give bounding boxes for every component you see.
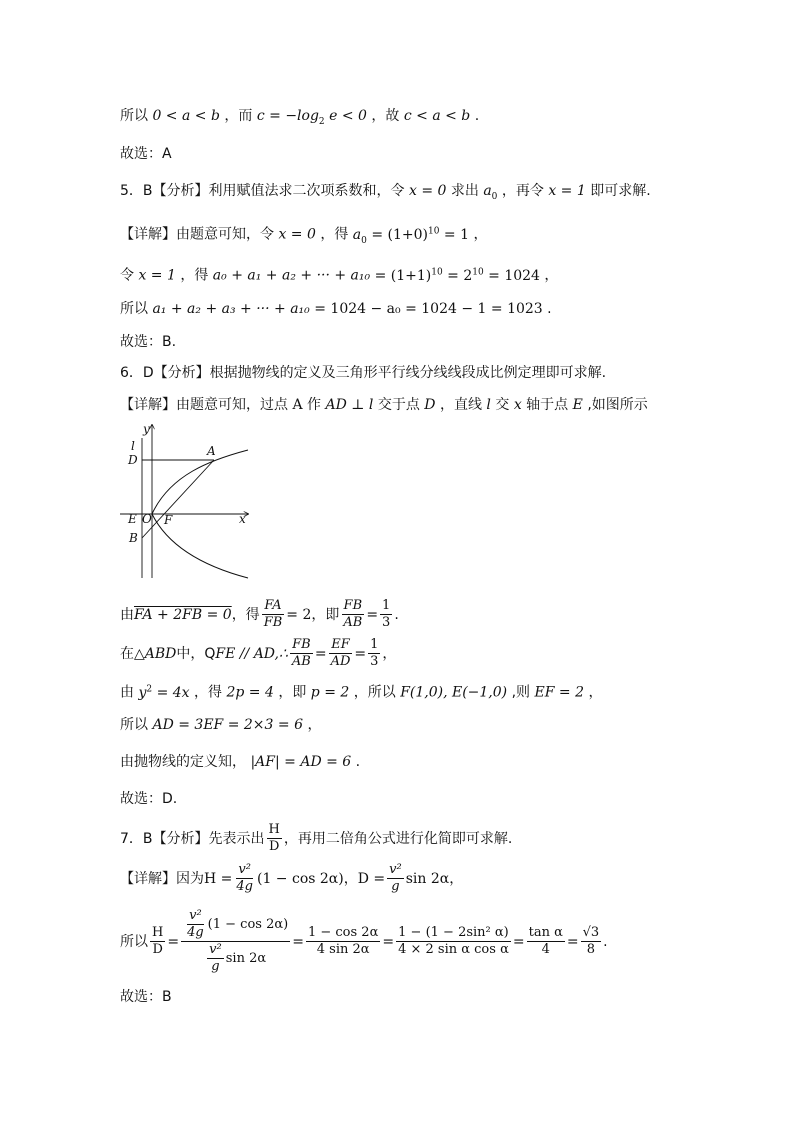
math-part: e < 0 [329,108,367,124]
text: . [474,108,480,124]
numerator: FB [292,637,311,652]
question-6-step-4 [120,715,321,735]
fraction [185,908,206,941]
label-d: D [128,453,138,467]
math-expr: x = 0 [278,226,316,243]
denominator: 4g [236,879,253,894]
math-part: = 2 [447,267,473,284]
text: ，再用二倍角公式进行化简即可求解. [283,830,513,847]
math-expr: △ABD [134,645,177,662]
fraction [341,598,364,631]
numerator: FA [264,598,282,613]
math-expr: = [512,933,525,950]
fraction [207,942,224,975]
fraction [234,862,255,895]
fraction [396,925,511,958]
denominator: 3 [382,615,391,630]
fraction [368,637,380,670]
question-6-analysis: 6．D【分析】根据抛物线的定义及三角形平行线分线线段成比例定理即可求解. [120,365,607,381]
fraction [329,637,353,670]
question-6-detail [120,395,648,415]
numerator: tan α [528,925,563,940]
text: ,如图所示 [587,397,648,413]
text: ，得 [194,684,222,701]
math-expr [483,183,498,202]
numerator: 1 − cos 2α [307,925,379,940]
answer-line: 故选：D. [120,791,178,807]
fraction [267,822,282,855]
text: 交于点 [377,397,420,413]
text: ，得 [320,226,349,243]
numerator: v² [209,942,222,957]
numerator: FB [343,598,363,613]
denominator: 3 [370,654,379,669]
label-o: O [142,512,152,526]
text: . [603,933,608,950]
text: ， [544,267,559,284]
math-expr: D = [357,870,386,887]
question-6-step-5 [120,752,360,772]
text: ，即 [278,684,307,701]
question-7-detail-2 [120,908,608,975]
text: . [547,301,552,317]
question-6-step-2 [120,637,396,670]
text: ， [588,684,603,701]
text: . [394,606,399,623]
denominator: 8 [586,942,596,957]
numerator: H [152,925,164,940]
text: 所以 [120,301,148,317]
fraction [306,925,380,958]
text: 在 [120,645,134,662]
math-expr: x = 0 [408,183,447,199]
math-part: y [138,684,147,701]
label-a: A [207,444,216,458]
math-expr: p = 2 [310,684,350,701]
text: 令 [120,267,134,284]
subscript: 0 [361,235,367,246]
question-6-step-3 [120,679,602,703]
math-part: = 4x [156,684,190,701]
question-7-analysis [120,822,512,855]
math-part: = (1+1) [374,267,432,284]
math-expr [138,685,189,701]
numerator: v² [238,862,251,877]
denominator: g [211,959,220,974]
subscript: 0 [491,191,498,202]
superscript: 10 [431,267,443,277]
text: 作 [307,397,322,413]
math-part: a [483,183,492,199]
text: 7．B【分析】先表示出 [120,830,265,847]
parabola-figure [120,420,260,585]
label-b: B [129,531,138,545]
superscript: 2 [146,684,153,694]
line-ab [142,460,214,538]
math-expr: = [366,606,379,623]
superscript: 10 [472,267,484,277]
numerator: H [268,822,280,837]
math-part: a [352,226,362,243]
math-expr: = [354,645,367,662]
math-part: (1 − cos 2α) [207,916,289,932]
text: 求出 [450,183,479,199]
denominator: 4 sin 2α [316,942,370,957]
math-expr: E [572,397,583,413]
text: . [355,754,361,770]
denominator: D [268,839,280,854]
text: 【详解】因为 [120,870,204,887]
math-expr: H = [204,870,233,887]
math-expr: AD = 3EF = 2×3 = 6 [152,717,303,733]
math-part: sin 2α [225,950,267,966]
denominator: FB [263,615,283,630]
text: ， [473,226,488,243]
denominator: AB [343,615,363,630]
math-expr [375,268,540,284]
text: 所以 [120,933,148,950]
answer-line: 故选：B. [120,334,177,350]
math-part: = (1+0) [371,226,428,243]
numerator: EF [331,637,350,652]
math-part: = 1024 [488,267,540,284]
math-expr: FA + 2FB = 0 [134,606,232,623]
math-expr: F(1,0), E(−1,0) [400,684,508,701]
text: ，所以 [353,684,396,701]
text: 所以 [120,108,148,124]
text: ，即 [311,606,340,623]
math-expr: x [513,397,522,413]
numerator: √3 [582,925,600,940]
text: 所以 [120,717,148,733]
text: ，得 [231,606,260,623]
numerator: 1 [370,637,379,652]
math-expr: a₁ + a₂ + a₃ + ··· + a₁₀ [152,301,310,317]
text: 轴于点 [526,397,569,413]
question-5-detail-3 [120,299,552,319]
text: 即可求解. [590,183,651,199]
text: ，而 [224,108,253,124]
numerator: v² [389,862,402,877]
fraction [387,862,404,895]
math-expr: = [292,933,304,950]
text: 【详解】由题意可知，令 [120,226,274,243]
answer-line: 故选：A [120,146,172,162]
question-5-detail-2 [120,262,558,286]
numerator: v² [189,908,202,923]
math-expr: A [292,397,303,413]
fraction [290,637,313,670]
math-expr: D [424,397,436,413]
superscript: 10 [428,226,440,236]
math-part: c = −log [256,108,319,124]
math-expr: 0 < a < b [152,108,220,124]
fraction [150,925,165,958]
text: 中，Q [176,645,216,662]
denominator: AD [330,654,351,669]
math-expr: sin 2α [405,870,450,887]
math-expr: (1 − cos 2α) [256,870,344,887]
text-line-conclusion [120,106,479,132]
math-expr: x = 1 [138,267,176,284]
math-expr: = [566,933,579,950]
question-7-detail-1 [120,862,463,895]
fraction [262,598,285,631]
math-expr: = [167,933,180,950]
text: ,则 [511,684,531,701]
math-expr: 2p = 4 [226,684,274,701]
label-l: l [131,439,135,453]
text: ，再令 [501,183,544,199]
math-expr: = [314,645,327,662]
math-expr: c < a < b [403,108,471,124]
numerator [181,908,290,942]
text: 由抛物线的定义知， [120,754,246,770]
denominator: 4 [541,942,550,957]
math-expr: EF = 2 [534,684,584,701]
text: ，直线 [439,397,482,413]
math-expr [352,226,469,246]
text: 【详解】由题意可知，过点 [120,397,288,413]
text: 5．B【分析】利用赋值法求二次项系数和，令 [120,183,405,199]
math-expr: = 2 [286,606,312,623]
fraction [527,925,565,958]
denominator [203,942,268,975]
label-e: E [128,512,137,526]
label-x: x [239,512,246,526]
text: ， [343,870,358,887]
question-5-analysis [120,181,651,207]
denominator: 4 × 2 sin α cos α [398,942,509,957]
question-5-detail-1 [120,221,487,250]
text: 交 [495,397,510,413]
text: 由 [120,606,134,623]
numerator: 1 − (1 − 2sin² α) [398,925,509,940]
fraction [581,925,602,958]
subscript: 2 [318,116,325,127]
label-y: y [143,422,150,436]
math-expr: = 1024 − a₀ = 1024 − 1 = 1023 [314,301,543,317]
math-expr: x = 1 [548,183,586,199]
math-expr: FE // AD,∴ [215,645,288,662]
math-part: = 1 [443,226,469,243]
denominator: AB [291,654,311,669]
math-expr: |AF| = AD = 6 [250,754,352,770]
answer-line: 故选：B [120,989,172,1005]
numerator: 1 [382,598,391,613]
text: 由 [120,684,134,701]
question-6-step-1 [120,598,399,631]
denominator: D [152,942,163,957]
fraction [380,598,392,631]
denominator: 4g [187,925,204,940]
compound-fraction [181,908,290,975]
denominator: g [391,879,400,894]
text: ，得 [180,267,209,284]
math-expr: = [382,933,395,950]
math-expr: a₀ + a₁ + a₂ + ··· + a₁₀ [212,267,371,284]
text: ， [449,870,464,887]
text: ， [307,717,322,733]
text: ，故 [371,108,400,124]
math-expr [256,108,367,127]
text: ， [382,645,397,662]
math-expr: l [486,397,491,413]
math-expr: AD ⊥ l [325,397,374,413]
label-f: F [164,513,173,527]
